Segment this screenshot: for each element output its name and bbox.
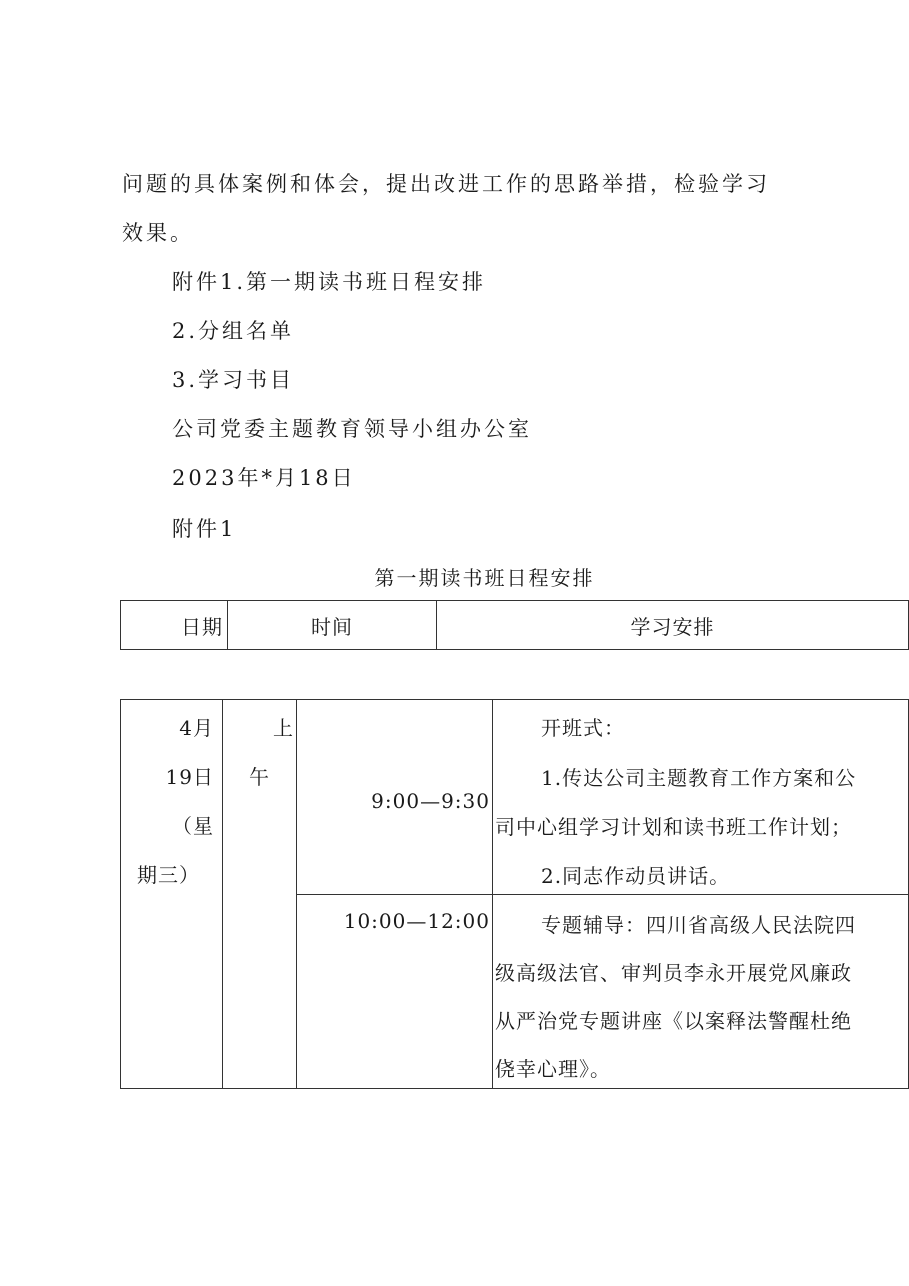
arrangement-1-line-3: 司中心组学习计划和读书班工作计划；	[495, 815, 852, 839]
period-line-2: 午	[249, 765, 270, 789]
arrangement-2-line-4: 侥幸心理》。	[495, 1057, 611, 1081]
time-slot-2: 10:00—12:00	[343, 909, 490, 933]
date-line-2: 19日	[165, 765, 214, 789]
arrangement-cell	[493, 895, 909, 1089]
header-arrangement: 学习安排	[437, 601, 909, 650]
arrangement-2-line-3: 从严治党专题讲座《以案释法警醒杜绝	[495, 1009, 852, 1033]
period-line-1: 上	[273, 716, 294, 740]
date-cell	[121, 700, 223, 1089]
table-row	[121, 700, 909, 895]
period-cell	[223, 700, 297, 1089]
header-date: 日期	[121, 601, 228, 650]
date-line-4: 期三）	[137, 863, 200, 887]
header-time: 时间	[228, 601, 437, 650]
date-line-1: 4月	[179, 716, 214, 740]
arrangement-2-line-2: 级高级法官、审判员李永开展党风廉政	[495, 961, 852, 985]
signature-office: 公司党委主题教育领导小组办公室	[172, 417, 532, 441]
body-line-2: 效果。	[122, 221, 194, 245]
arrangement-1-line-2: 1.传达公司主题教育工作方案和公	[541, 766, 857, 790]
arrangement-cell	[493, 700, 909, 895]
arrangement-1-line-1: 开班式：	[541, 716, 625, 740]
signature-date: 2023年*月18日	[172, 466, 356, 490]
body-line-1: 问题的具体案例和体会，提出改进工作的思路举措，检验学习	[122, 172, 770, 196]
attachment-1: 附件1.第一期读书班日程安排	[172, 270, 487, 294]
time-slot-1: 9:00—9:30	[371, 789, 490, 813]
annex-label: 附件1	[172, 517, 237, 541]
table-header-row	[121, 601, 909, 650]
arrangement-1-line-4: 2.同志作动员讲话。	[541, 864, 731, 888]
arrangement-2-line-1: 专题辅导：四川省高级人民法院四	[541, 913, 856, 937]
schedule-title: 第一期读书班日程安排	[374, 566, 595, 590]
attachment-3: 3.学习书目	[172, 368, 295, 392]
time-cell	[297, 700, 493, 895]
schedule-table	[120, 699, 909, 1089]
date-line-3: （星	[172, 814, 214, 838]
schedule-header-table	[120, 600, 909, 650]
time-cell	[297, 895, 493, 1089]
attachment-2: 2.分组名单	[172, 319, 295, 343]
